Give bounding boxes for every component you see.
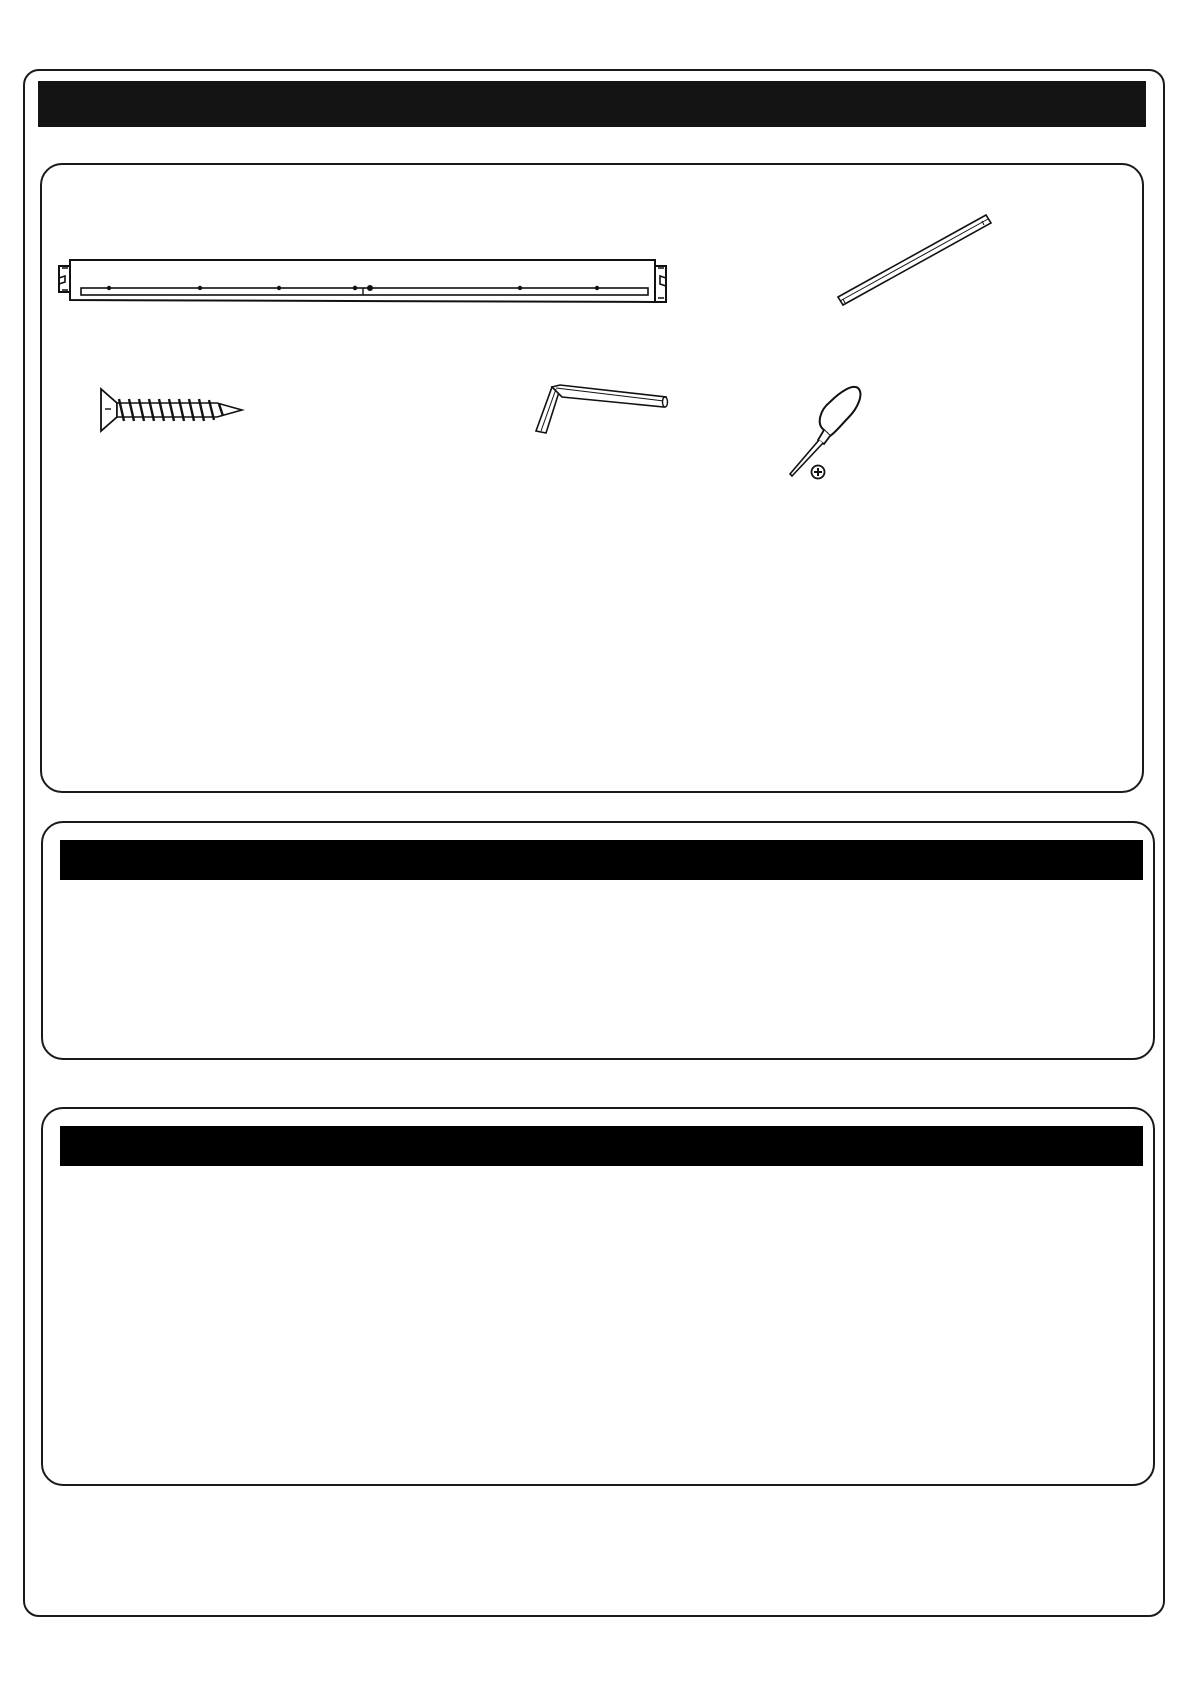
- section-3-header: [60, 1126, 1143, 1166]
- parts-panel: [40, 163, 1144, 793]
- section-panel-2: [41, 821, 1155, 1060]
- header-bar: [38, 81, 1146, 127]
- rail-icon: [57, 250, 677, 310]
- section-panel-3: [41, 1107, 1155, 1486]
- section-2-header: [60, 840, 1143, 880]
- phillips-screwdriver-icon: [784, 380, 884, 480]
- strip-icon: [832, 215, 1002, 315]
- screw-icon: [97, 387, 257, 437]
- hex-key-icon: [530, 383, 680, 443]
